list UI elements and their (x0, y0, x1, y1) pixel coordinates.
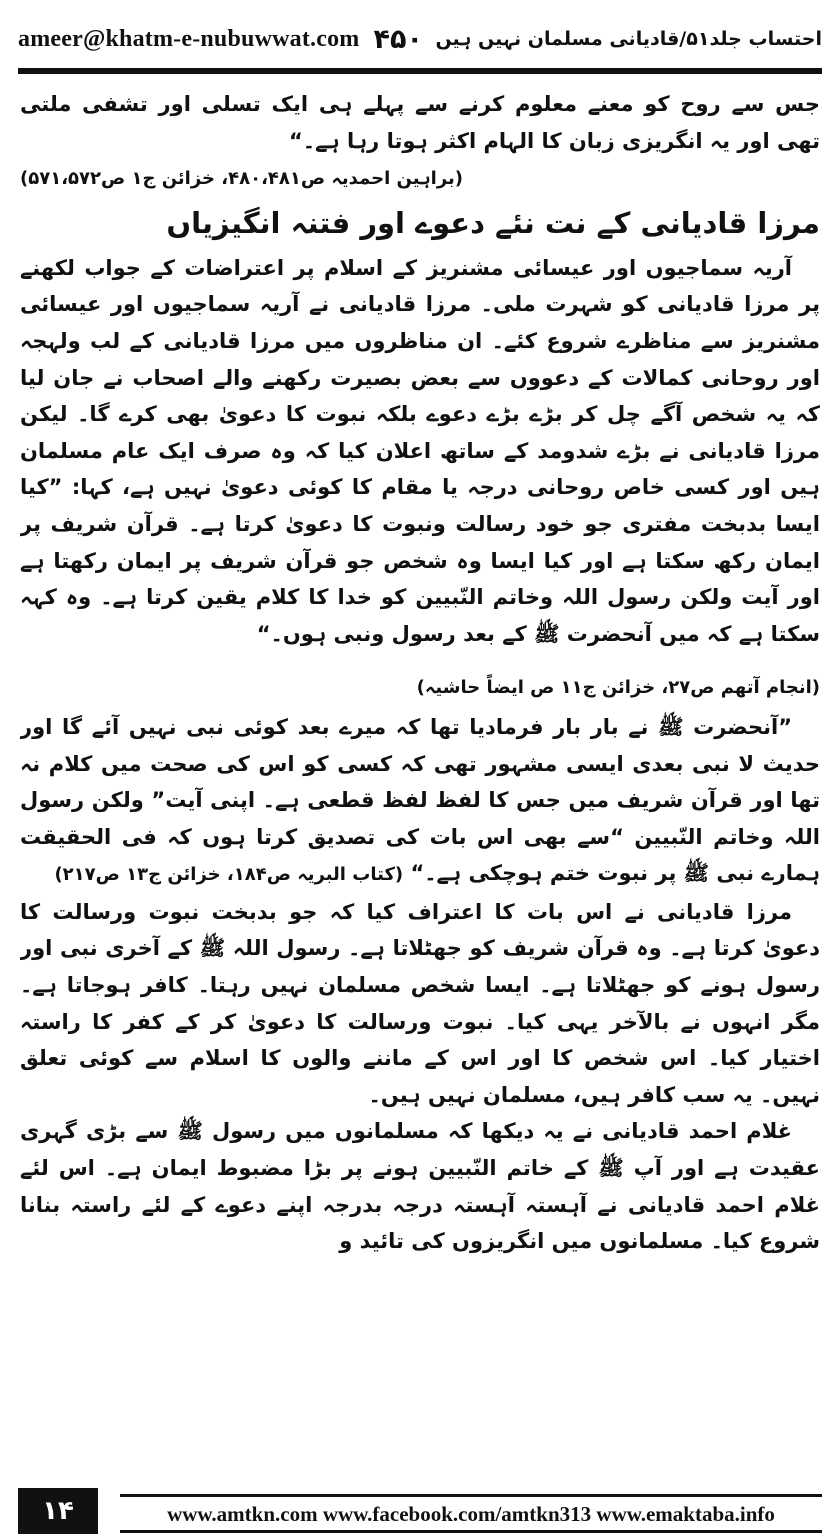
body-paragraph: غلام احمد قادیانی نے یہ دیکھا کہ مسلمانوں میں رسول ﷺ سے بڑی گہری عقیدت ہے اور آپ ﷺ کے خاتم النّبیین ہونے پر بڑا مضبوط ایمان ہے۔ اس لئے غلام احمد قادیانی نے آہستہ آہستہ درجہ بدرجہ اپنے دعوے کے لئے راستہ بنانا شروع کیا۔ مسلمانوں میں انگریزوں کی تائید و (20, 1119, 820, 1254)
header-email: ameer@khatm-e-nubuwwat.com (18, 25, 360, 52)
quote-continuation-paragraph (20, 86, 820, 198)
citation-reference: (کتاب البریہ ص۱۸۴، خزائن ج۱۳ ص۲۱۷) (54, 864, 404, 886)
citation-reference: (براہین احمدیہ ص۴۸۰،۴۸۱، خزائن ج۱ ص۵۷۱،۵۷۲) (20, 168, 463, 190)
header-left (18, 24, 423, 55)
page-header (18, 10, 822, 68)
quote-continuation-text: جس سے روح کو معنے معلوم کرنے سے پہلے ہی ایک تسلی اور تشفی ملتی تھی اور یہ انگریزی زبان کا الہام اکثر ہوتا رہا ہے۔“ (20, 92, 820, 153)
citation-reference: (انجام آتھم ص۲۷، خزائن ج۱۱ ص ایضاً حاشیہ) (416, 677, 820, 699)
header-divider (18, 68, 822, 74)
body-paragraph: آریہ سماجیوں اور عیسائی مشنریز کے اسلام پر اعتراضات کے جواب لکھنے پر مرزا قادیانی کو شہرت ملی۔ مرزا قادیانی نے آریہ سماجیوں اور عیسائی مشنریز سے مناظرے شروع کئے۔ ان مناظروں میں مرزا قادیانی کے لب ولہجہ اور روحانی کمالات کے دعووں سے بعض بصیرت رکھنے والے اصحاب نے جان لیا کہ یہ شخص آگے چل کر بڑے بڑے دعوے بلکہ نبوت کا دعویٰ بھی کرے گا۔ لیکن مرزا قادیانی نے بڑے شدومد کے ساتھ اعلان کیا کہ وہ صرف ایک عام مسلمان ہیں اور کسی خاص روحانی درجہ یا مقام کا کوئی دعویٰ نہیں ہے، کہا: ”کیا ایسا بدبخت مفتری جو خود رسالت ونبوت کا دعویٰ کرتا ہے۔ قرآن شریف پر ایمان رکھ سکتا ہے اور کیا ایسا وہ شخص جو قرآن شریف پر ایمان رکھتا ہے اور آیت ولکن رسول اللہ وخاتم النّبیین کو خدا کا کلام یقین کرتا ہے۔ وہ کہہ سکتا ہے کہ میں آنحضرت ﷺ کے بعد رسول ونبی ہوں۔“ (20, 255, 820, 646)
quote-paragraph (20, 709, 820, 894)
footer-divider-bottom (120, 1530, 822, 1533)
header-page-number: ۴۵۰ (373, 23, 423, 55)
body-paragraph: مرزا قادیانی نے اس بات کا اعتراف کیا کہ جو بدبخت نبوت ورسالت کا دعویٰ کرتا ہے۔ وہ قرآن شریف کو جھٹلاتا ہے۔ رسول اللہ ﷺ کے آخری نبی اور رسول ہونے کو جھٹلاتا ہے۔ ایسا شخص مسلمان نہیں رہتا۔ کافر ہوجاتا ہے۔ مگر انہوں نے بالآخر یہی کیا۔ نبوت ورسالت کا دعویٰ کر کے کفر کا راستہ اختیار کیا۔ اس شخص کا اور اس کے ماننے والوں کا اسلام سے کوئی تعلق نہیں۔ یہ سب کافر ہیں، مسلمان نہیں ہیں۔ (20, 899, 820, 1107)
section-heading: مرزا قادیانی کے نت نئے دعوے اور فتنہ انگیزیاں (166, 205, 820, 240)
footer-divider-top (120, 1494, 822, 1497)
paragraph-gap (20, 652, 820, 666)
running-title: احتساب جلد۵۱/قادیانی مسلمان نہیں ہیں (435, 28, 822, 50)
footer-links: www.amtkn.com www.facebook.com/amtkn313 www.emaktaba.info (167, 1501, 775, 1526)
quote-text: ”آنحضرت ﷺ نے بار بار فرمادیا تھا کہ میرے بعد کوئی نبی نہیں آئے گا اور حدیث لا نبی بعدی ایسی مشہور تھی کہ کسی کو اس کی صحت میں کلام نہ تھا اور قرآن شریف میں جس کا لفظ لفظ قطعی ہے۔ اپنی آیت” ولکن رسول اللہ وخاتم النّبیین “سے بھی اس بات کی تصدیق کرتا ہوں کہ فی الحقیقت ہمارے نبی ﷺ پر نبوت ختم ہوچکی ہے۔“ (20, 714, 820, 886)
footer-page-number: ۱۴ (18, 1488, 98, 1534)
article-body (20, 86, 820, 1456)
